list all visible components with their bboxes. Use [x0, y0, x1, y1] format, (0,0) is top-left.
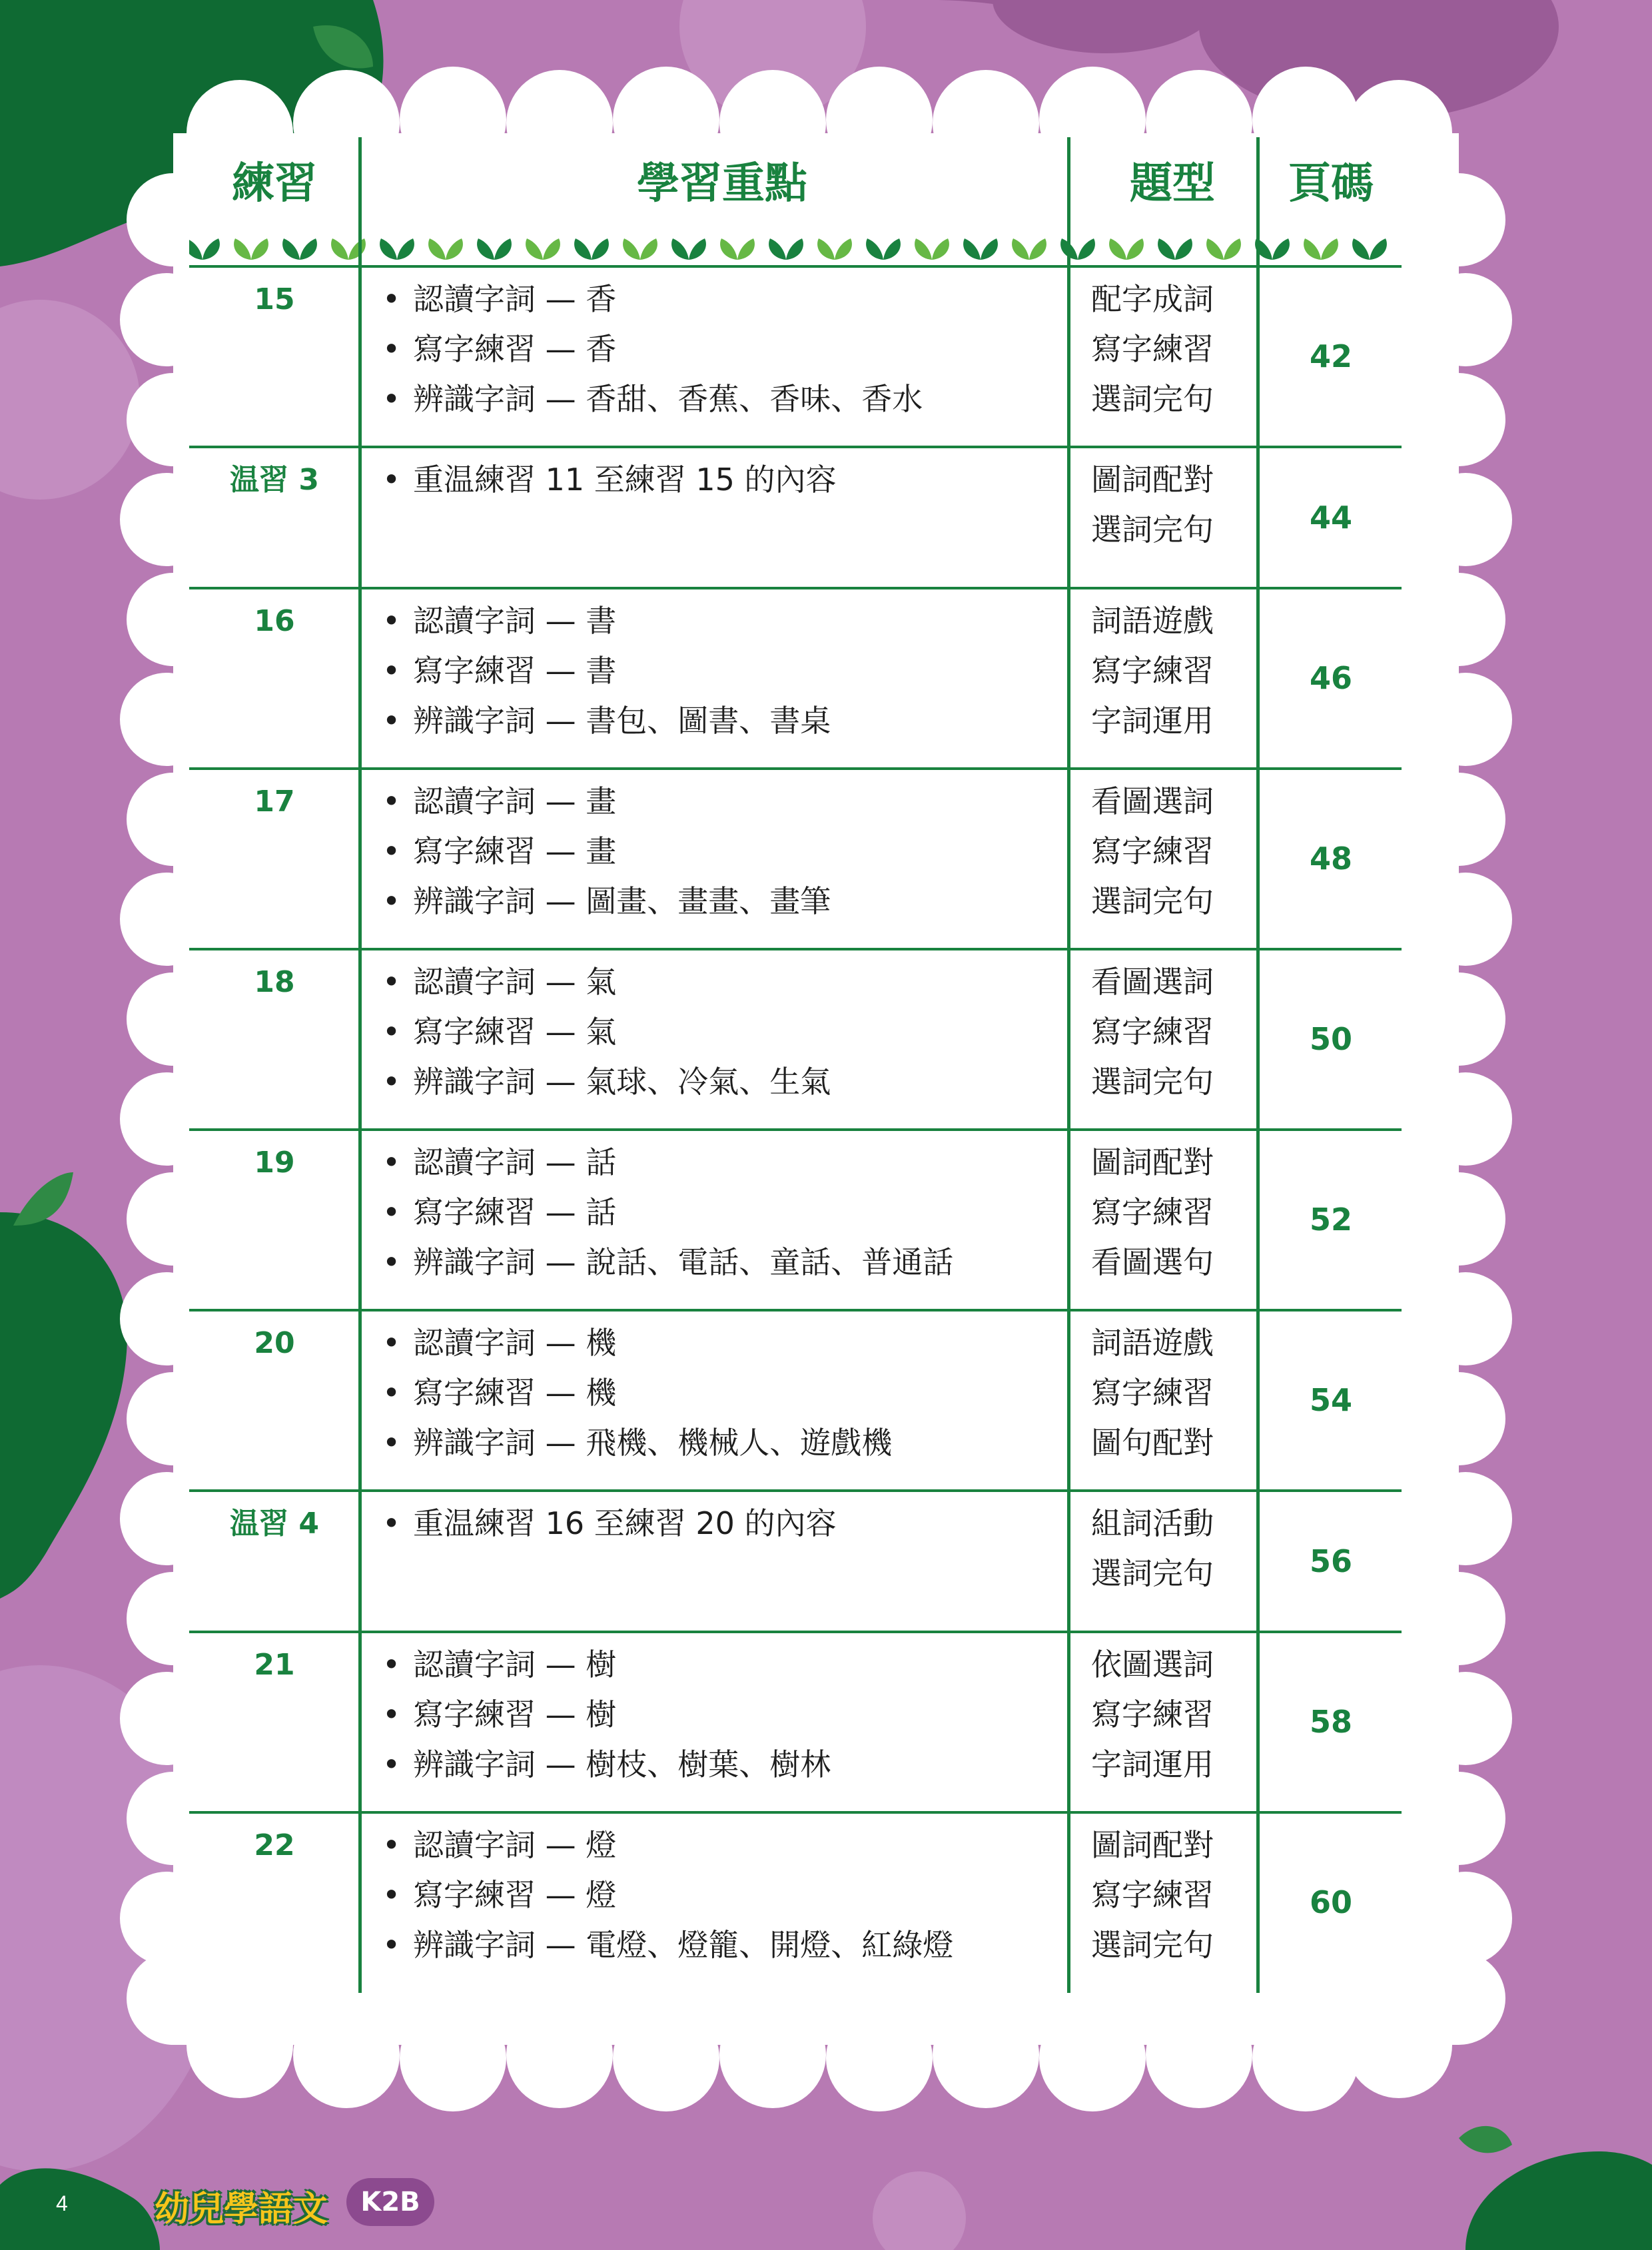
learning-focus-text: 認讀字詞 — 樹	[413, 1647, 617, 1683]
sprout-icon	[915, 238, 949, 260]
sprout-icon	[623, 238, 657, 260]
learning-focus-text: 辨識字詞 — 樹枝、樹葉、樹林	[413, 1746, 831, 1782]
question-type-list	[1075, 777, 1248, 927]
question-type: 圖句配對	[1091, 1425, 1214, 1461]
question-type: 選詞完句	[1091, 1555, 1214, 1591]
bullet-icon: •	[382, 603, 401, 639]
bullet-icon: •	[382, 1425, 401, 1461]
page-number-cell: 50	[1309, 1021, 1352, 1057]
learning-focus-text: 認讀字詞 — 畫	[413, 783, 617, 819]
row-divider	[189, 1309, 1402, 1312]
learning-focus-text: 辨識字詞 — 說話、電話、童話、普通話	[413, 1244, 954, 1280]
bullet-icon: •	[382, 1194, 401, 1230]
question-type: 配字成詞	[1091, 281, 1214, 317]
row-divider	[189, 1128, 1402, 1131]
table-row	[189, 949, 1402, 1130]
exercise-number: 22	[254, 1828, 295, 1862]
table-row	[189, 769, 1402, 949]
bullet-icon: •	[382, 1375, 401, 1411]
column-divider	[1256, 137, 1260, 1993]
sprout-icon	[282, 238, 317, 260]
bullet-icon: •	[382, 331, 401, 367]
question-type: 選詞完句	[1091, 1927, 1214, 1963]
question-type: 寫字練習	[1091, 1696, 1214, 1732]
bullet-icon: •	[382, 653, 401, 689]
question-type: 圖詞配對	[1091, 1144, 1214, 1180]
exercise-number: 15	[254, 282, 295, 316]
sprout-icon	[1255, 238, 1290, 260]
question-type: 詞語遊戲	[1091, 603, 1214, 639]
learning-focus-text: 辨識字詞 — 香甜、香蕉、香味、香水	[413, 381, 923, 417]
learning-focus-text: 重温練習 11 至練習 15 的內容	[413, 462, 837, 498]
row-divider	[189, 948, 1402, 950]
level-badge: K2B	[346, 2178, 434, 2226]
row-divider	[189, 1489, 1402, 1492]
page-number-cell: 58	[1309, 1704, 1352, 1740]
table-row	[189, 1632, 1402, 1812]
bullet-icon: •	[382, 381, 401, 417]
page-number-cell: 44	[1309, 500, 1352, 536]
question-type: 看圖選詞	[1091, 964, 1214, 1000]
page-number-cell: 48	[1309, 841, 1352, 877]
learning-focus-text: 寫字練習 — 畫	[413, 833, 617, 869]
table-row	[189, 266, 1402, 447]
question-type: 寫字練習	[1091, 331, 1214, 367]
sprout-icon	[477, 238, 512, 260]
bullet-icon: •	[382, 703, 401, 739]
exercise-number: 18	[254, 965, 295, 999]
row-divider	[189, 1811, 1402, 1814]
header-page: 頁碼	[1288, 159, 1374, 208]
bullet-icon: •	[382, 1244, 401, 1280]
learning-focus-text: 認讀字詞 — 話	[413, 1144, 617, 1180]
sprout-icon	[1109, 238, 1144, 260]
learning-focus-text: 寫字練習 — 機	[413, 1375, 617, 1411]
bullet-icon: •	[382, 1325, 401, 1361]
question-type-list	[1075, 274, 1248, 424]
learning-focus-text: 認讀字詞 — 書	[413, 603, 617, 639]
sprout-icon	[1158, 238, 1192, 260]
question-type: 寫字練習	[1091, 1877, 1214, 1913]
sprout-icon	[817, 238, 852, 260]
learning-focus-text: 寫字練習 — 燈	[413, 1877, 617, 1913]
question-type: 寫字練習	[1091, 1014, 1214, 1050]
question-type: 字詞運用	[1091, 703, 1214, 739]
learning-focus-text: 辨識字詞 — 氣球、冷氣、生氣	[413, 1064, 831, 1100]
bullet-icon: •	[382, 1827, 401, 1863]
question-type: 詞語遊戲	[1091, 1325, 1214, 1361]
table-row	[189, 1310, 1402, 1491]
question-type: 字詞運用	[1091, 1746, 1214, 1782]
table-row	[189, 1130, 1402, 1310]
column-divider	[358, 137, 362, 1993]
bullet-icon: •	[382, 462, 401, 498]
question-type: 圖詞配對	[1091, 462, 1214, 498]
exercise-number: 16	[254, 604, 295, 638]
question-type: 選詞完句	[1091, 381, 1214, 417]
learning-focus-text: 認讀字詞 — 機	[413, 1325, 617, 1361]
sprout-icon	[769, 238, 803, 260]
bullet-icon: •	[382, 1877, 401, 1913]
page-number-cell: 52	[1309, 1202, 1352, 1238]
question-type: 看圖選詞	[1091, 783, 1214, 819]
learning-focus-text: 寫字練習 — 樹	[413, 1696, 617, 1732]
table-row	[189, 1491, 1402, 1632]
exercise-number: 21	[254, 1648, 295, 1682]
learning-focus-text: 辨識字詞 — 書包、圖書、書桌	[413, 703, 831, 739]
bullet-icon: •	[382, 1696, 401, 1732]
brand-logo: 幼兒學語文	[155, 2189, 328, 2229]
bullet-icon: •	[382, 1014, 401, 1050]
sprout-icon	[380, 238, 414, 260]
sprout-icon	[1304, 238, 1338, 260]
question-type-list	[1075, 596, 1248, 746]
row-divider	[189, 265, 1402, 268]
bullet-icon: •	[382, 281, 401, 317]
bullet-icon: •	[382, 833, 401, 869]
sprout-icon	[428, 238, 463, 260]
exercise-number: 19	[254, 1146, 295, 1180]
sprout-icon	[963, 238, 998, 260]
learning-focus-text: 重温練習 16 至練習 20 的內容	[413, 1505, 837, 1541]
sprout-icon	[574, 238, 609, 260]
question-type: 寫字練習	[1091, 833, 1214, 869]
learning-focus-text: 辨識字詞 — 電燈、燈籠、開燈、紅綠燈	[413, 1927, 954, 1963]
learning-focus-text: 認讀字詞 — 氣	[413, 964, 617, 1000]
learning-focus-text: 寫字練習 — 話	[413, 1194, 617, 1230]
learning-focus-text: 寫字練習 — 氣	[413, 1014, 617, 1050]
column-divider	[1067, 137, 1070, 1993]
sprout-icon	[1352, 238, 1387, 260]
learning-focus-text: 認讀字詞 — 香	[413, 281, 617, 317]
question-type-list	[1075, 455, 1248, 555]
learning-focus-text: 辨識字詞 — 飛機、機械人、遊戲機	[413, 1425, 893, 1461]
sprout-icon	[1012, 238, 1046, 260]
table-row	[189, 447, 1402, 588]
exercise-number: 温習 3	[230, 463, 319, 497]
header-question-type: 題型	[1130, 159, 1215, 208]
bullet-icon: •	[382, 964, 401, 1000]
question-type: 選詞完句	[1091, 512, 1214, 548]
exercise-number: 20	[254, 1326, 295, 1360]
sprout-icon	[189, 238, 220, 260]
question-type-list	[1075, 1820, 1248, 1970]
bullet-icon: •	[382, 1746, 401, 1782]
bullet-icon: •	[382, 783, 401, 819]
exercise-number: 温習 4	[230, 1507, 319, 1541]
learning-focus-text: 辨識字詞 — 圖畫、畫畫、畫筆	[413, 883, 831, 919]
learning-focus-text: 寫字練習 — 香	[413, 331, 617, 367]
learning-focus-text: 寫字練習 — 書	[413, 653, 617, 689]
page-number: 4	[56, 2191, 68, 2215]
row-divider	[189, 767, 1402, 770]
bullet-icon: •	[382, 1927, 401, 1963]
header-learning-focus: 學習重點	[637, 159, 807, 208]
bullet-icon: •	[382, 1064, 401, 1100]
table-row	[189, 588, 1402, 769]
page-number-cell: 42	[1309, 338, 1352, 374]
question-type-list	[1075, 1318, 1248, 1468]
exercise-number: 17	[254, 785, 295, 819]
sprout-icon	[234, 238, 268, 260]
bullet-icon: •	[382, 1505, 401, 1541]
bullet-icon: •	[382, 1647, 401, 1683]
sprout-icon	[1206, 238, 1241, 260]
learning-focus-text: 認讀字詞 — 燈	[413, 1827, 617, 1863]
question-type: 選詞完句	[1091, 883, 1214, 919]
sprout-icon	[1060, 238, 1095, 260]
question-type: 選詞完句	[1091, 1064, 1214, 1100]
question-type: 寫字練習	[1091, 1194, 1214, 1230]
sprout-icon	[671, 238, 706, 260]
row-divider	[189, 1631, 1402, 1633]
sprout-icon	[526, 238, 560, 260]
page-number-cell: 60	[1309, 1884, 1352, 1920]
page-number-cell: 46	[1309, 660, 1352, 696]
page-number-cell: 56	[1309, 1543, 1352, 1579]
row-divider	[189, 446, 1402, 448]
question-type-list	[1075, 1138, 1248, 1288]
bullet-icon: •	[382, 1144, 401, 1180]
question-type: 依圖選詞	[1091, 1647, 1214, 1683]
page-number-cell: 54	[1309, 1382, 1352, 1418]
question-type: 圖詞配對	[1091, 1827, 1214, 1863]
question-type-list	[1075, 957, 1248, 1107]
table-row	[189, 1812, 1402, 1993]
question-type: 寫字練習	[1091, 653, 1214, 689]
question-type: 看圖選句	[1091, 1244, 1214, 1280]
table-of-contents	[189, 120, 1402, 1963]
sprout-icon	[720, 238, 755, 260]
question-type: 寫字練習	[1091, 1375, 1214, 1411]
question-type: 組詞活動	[1091, 1505, 1214, 1541]
question-type-list	[1075, 1499, 1248, 1599]
question-type-list	[1075, 1640, 1248, 1790]
row-divider	[189, 587, 1402, 589]
header-exercise: 練習	[232, 159, 317, 208]
footer	[0, 2158, 1652, 2238]
bullet-icon: •	[382, 883, 401, 919]
sprout-icon	[866, 238, 901, 260]
